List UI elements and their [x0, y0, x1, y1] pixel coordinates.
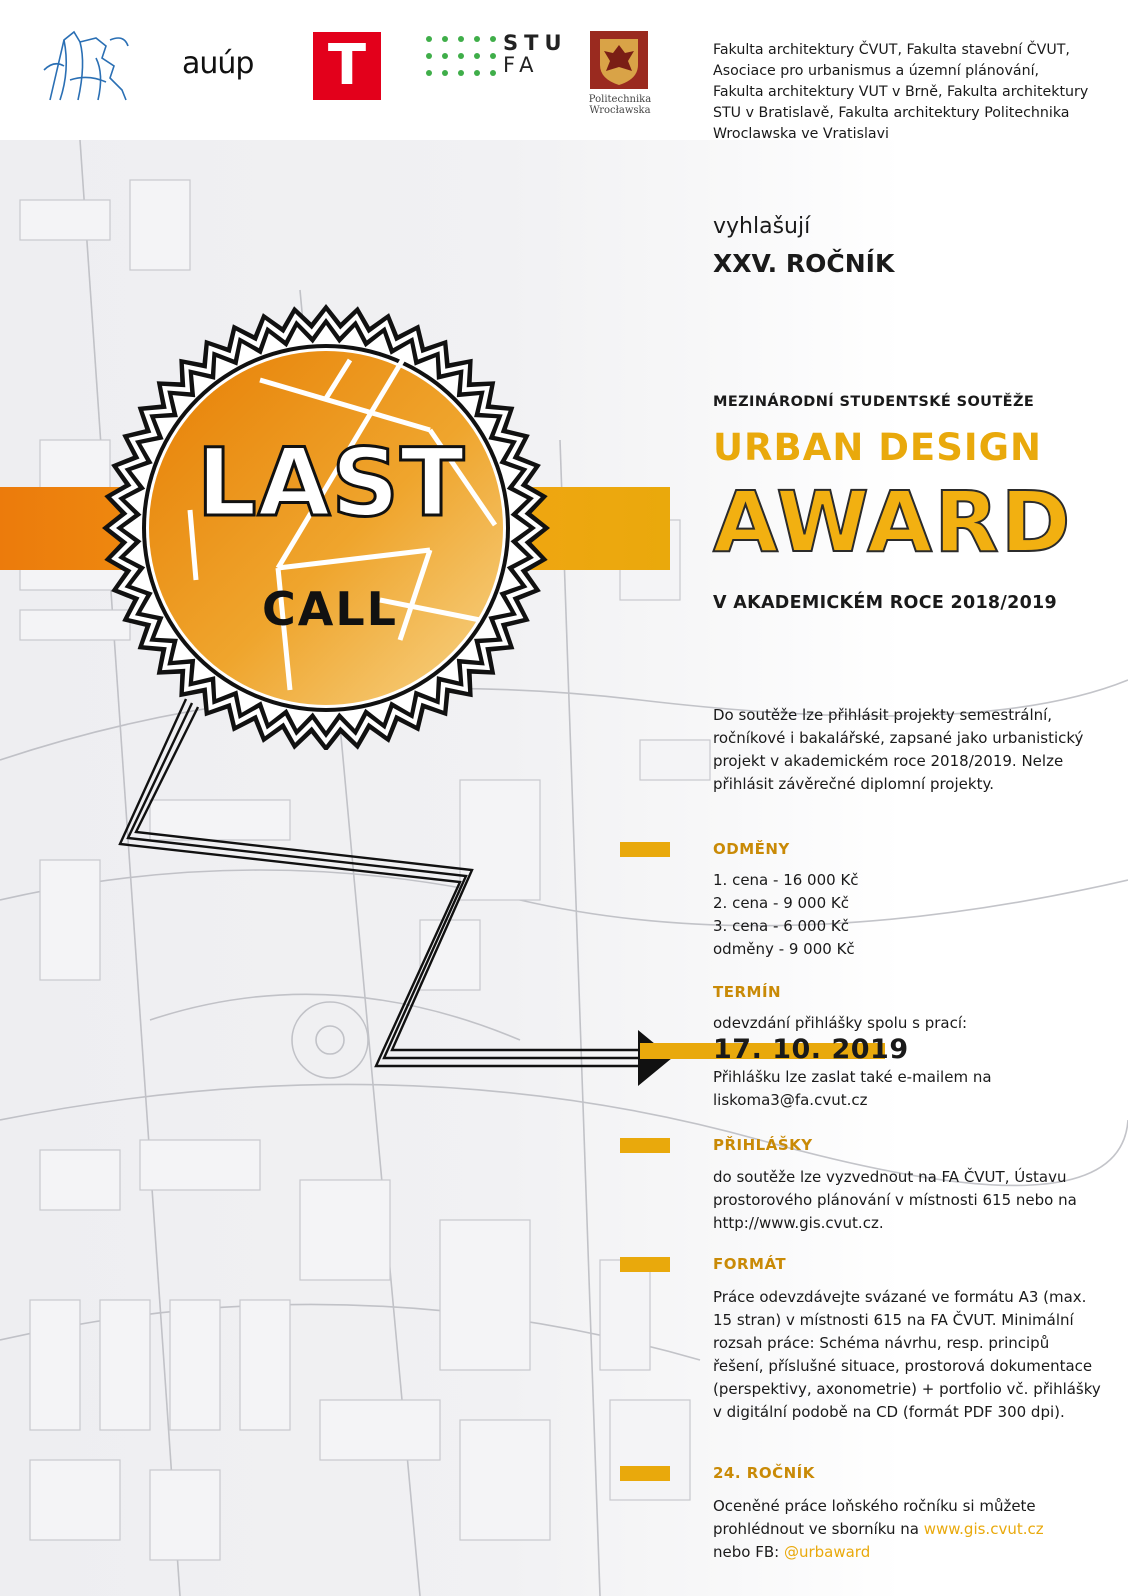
prize-item: 2. cena - 9 000 Kč: [713, 894, 849, 912]
deadline-lead: odevzdání přihlášky spolu s prací:: [713, 1014, 968, 1032]
website-link[interactable]: www.gis.cvut.cz: [923, 1520, 1044, 1538]
pwr-name-line1: Politechnika: [588, 94, 652, 105]
organizers-text: Fakulta architektury ČVUT, Fakulta stavební ČVUT, Asociace pro urbanismus a územní plánování, Fakulta architektury VUT v Brně, Fakulta architektury STU v Bratislavě, Fakulta architektury Politechnika Wroclawska ve Vratislavi: [713, 42, 1089, 142]
edition-heading: XXV. ROČNÍK: [713, 249, 895, 278]
competition-name-line2: AWARD: [713, 473, 1073, 571]
prize-item: 1. cena - 16 000 Kč: [713, 871, 859, 889]
vut-logo-letter: T: [327, 33, 367, 98]
section-title-previous: 24. ROČNÍK: [713, 1464, 815, 1482]
applications-text: do soutěže lze vyzvednout na FA ČVUT, Ústavu prostorového plánování v místnosti 615 nebo na http://www.gis.cvut.cz.: [713, 1168, 1077, 1232]
previous-line-prefix: prohlédnout ve sborníku na: [713, 1520, 924, 1538]
prize-list: [713, 869, 1103, 961]
stu-dots-icon: [424, 34, 496, 80]
eagle-icon: [590, 31, 648, 89]
section-marker-prizes: [620, 842, 670, 857]
auup-logo: auúp: [182, 46, 254, 81]
previous-text: [713, 1495, 1103, 1564]
stu-logo-top: STU: [503, 31, 568, 55]
deadline-email-link[interactable]: liskoma3@fa.cvut.cz: [713, 1091, 868, 1109]
format-text: Práce odevzdávejte svázané ve formátu A3 (max. 15 stran) v místnosti 615 na FA ČVUT. Minimální rozsah práce: Schéma návrhu, resp. principů řešení, příslušné situace, prostorová dokumentace (perspektivy, axonometrie) + portfolio vč. přihlášky v digitální podobě na CD (formát PDF 300 dpi).: [713, 1288, 1101, 1421]
competition-subtitle: MEZINÁRODNÍ STUDENTSKÉ SOUTĚŽE: [713, 394, 1035, 410]
prize-item: 3. cena - 6 000 Kč: [713, 917, 849, 935]
pwr-shield-logo: [590, 31, 648, 89]
intro-paragraph: Do soutěže lze přihlásit projekty semestrální, ročníkové i bakalářské, zapsané jako urbanistický projekt v akademickém roce 2018/2019. Nelze přihlásit závěrečné diplomní projekty.: [713, 706, 1084, 793]
section-title-deadline: TERMÍN: [713, 983, 782, 1001]
badge-text-last: LAST: [196, 429, 466, 538]
page-header: [0, 0, 1128, 140]
badge-text-call: CALL: [262, 582, 398, 636]
academic-year: V AKADEMICKÉM ROCE 2018/2019: [713, 593, 1058, 613]
stu-logo-text: [503, 32, 568, 76]
competition-name-line1: URBAN DESIGN: [713, 426, 1042, 469]
pwr-name-line2: Wrocławska: [589, 105, 651, 116]
section-title-prizes: ODMĚNY: [713, 840, 790, 858]
section-title-format: FORMÁT: [713, 1255, 787, 1273]
vut-logo: [313, 32, 381, 100]
declare-text: vyhlašují: [713, 214, 811, 239]
deadline-note-line: Přihlášku lze zaslat také e-mailem na: [713, 1068, 992, 1086]
prize-item: odměny - 9 000 Kč: [713, 940, 855, 958]
previous-line: [713, 1541, 1103, 1564]
facebook-link[interactable]: @urbaward: [783, 1543, 871, 1561]
section-title-applications: PŘIHLÁŠKY: [713, 1136, 813, 1154]
section-marker-previous: [620, 1466, 670, 1481]
previous-line: [713, 1518, 1103, 1541]
cvut-lion-logo: [40, 30, 132, 102]
section-marker-applications: [620, 1138, 670, 1153]
previous-line: Oceněné práce loňského ročníku si můžete: [713, 1497, 1036, 1515]
pwr-name: [580, 94, 660, 116]
deadline-date: 17. 10. 2019: [713, 1034, 909, 1065]
stu-logo-bottom: FA: [503, 53, 540, 77]
previous-line-prefix: nebo FB:: [713, 1543, 784, 1561]
deadline-note: [713, 1066, 1103, 1112]
section-marker-format: [620, 1257, 670, 1272]
